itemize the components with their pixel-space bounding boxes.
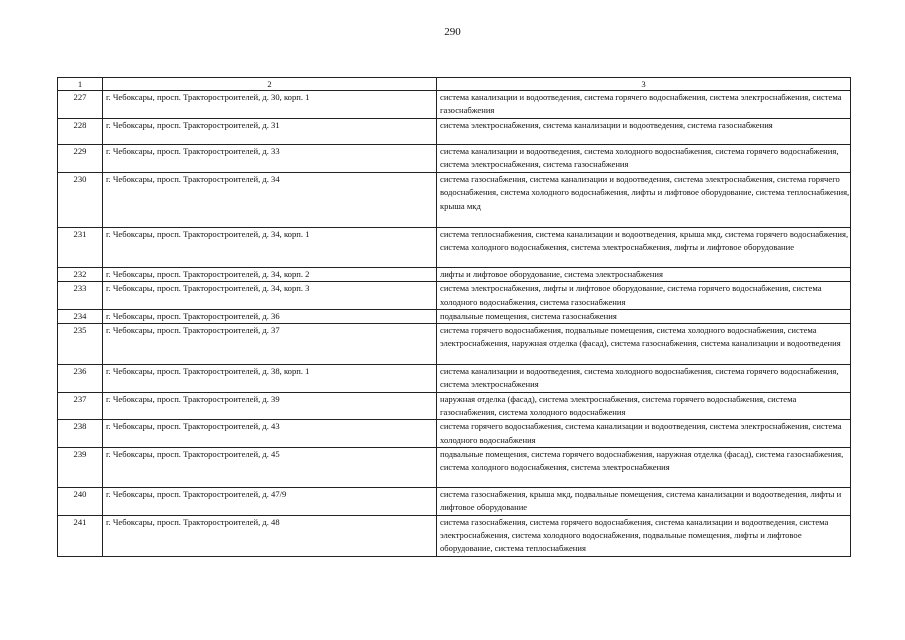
row-number: 238 bbox=[58, 420, 103, 448]
row-number: 234 bbox=[58, 309, 103, 323]
row-number: 235 bbox=[58, 324, 103, 365]
column-header-address: 2 bbox=[103, 78, 437, 91]
row-systems: система теплоснабжения, система канализации и водоотведения, крыша мкд, система горячего водоснабжения, система холодного водоснабжения, система электроснабжения, лифты и лифтовое оборудование bbox=[437, 228, 851, 268]
row-systems: система канализации и водоотведения, система холодного водоснабжения, система горячего водоснабжения, система электроснабжения bbox=[437, 365, 851, 393]
table-row bbox=[58, 365, 851, 393]
row-systems: лифты и лифтовое оборудование, система электроснабжения bbox=[437, 268, 851, 282]
row-address: г. Чебоксары, просп. Тракторостроителей, д. 33 bbox=[103, 145, 437, 173]
row-number: 237 bbox=[58, 392, 103, 420]
row-number: 229 bbox=[58, 145, 103, 173]
column-header-systems: 3 bbox=[437, 78, 851, 91]
row-number: 239 bbox=[58, 447, 103, 487]
row-address: г. Чебоксары, просп. Тракторостроителей, д. 37 bbox=[103, 324, 437, 365]
table-row bbox=[58, 487, 851, 515]
row-systems: система канализации и водоотведения, система холодного водоснабжения, система горячего водоснабжения, система электроснабжения, система газоснабжения bbox=[437, 145, 851, 173]
row-address: г. Чебоксары, просп. Тракторостроителей, д. 30, корп. 1 bbox=[103, 91, 437, 119]
row-address: г. Чебоксары, просп. Тракторостроителей, д. 34, корп. 1 bbox=[103, 228, 437, 268]
table-row bbox=[58, 228, 851, 268]
row-address: г. Чебоксары, просп. Тракторостроителей, д. 34, корп. 2 bbox=[103, 268, 437, 282]
table-row bbox=[58, 324, 851, 365]
row-number: 231 bbox=[58, 228, 103, 268]
row-number: 240 bbox=[58, 487, 103, 515]
table-row bbox=[58, 282, 851, 310]
row-address: г. Чебоксары, просп. Тракторостроителей, д. 45 bbox=[103, 447, 437, 487]
table-row bbox=[58, 309, 851, 323]
row-address: г. Чебоксары, просп. Тракторостроителей, д. 43 bbox=[103, 420, 437, 448]
row-number: 241 bbox=[58, 515, 103, 556]
row-address: г. Чебоксары, просп. Тракторостроителей, д. 34, корп. 3 bbox=[103, 282, 437, 310]
row-number: 236 bbox=[58, 365, 103, 393]
row-address: г. Чебоксары, просп. Тракторостроителей, д. 36 bbox=[103, 309, 437, 323]
row-address: г. Чебоксары, просп. Тракторостроителей, д. 38, корп. 1 bbox=[103, 365, 437, 393]
table-row bbox=[58, 268, 851, 282]
page-number: 290 bbox=[444, 26, 461, 38]
row-systems: система электроснабжения, система канализации и водоотведения, система газоснабжения bbox=[437, 119, 851, 145]
row-address: г. Чебоксары, просп. Тракторостроителей, д. 31 bbox=[103, 119, 437, 145]
table-row bbox=[58, 447, 851, 487]
registry-table bbox=[57, 77, 851, 557]
row-number: 232 bbox=[58, 268, 103, 282]
column-header-number: 1 bbox=[58, 78, 103, 91]
table-row bbox=[58, 91, 851, 119]
row-systems: система газоснабжения, система горячего водоснабжения, система канализации и водоотведения, система электроснабжения, система холодного водоснабжения, подвальные помещения, лифты и лифтовое оборудование, система теплоснабжения bbox=[437, 515, 851, 556]
table-row bbox=[58, 119, 851, 145]
row-systems: система горячего водоснабжения, подвальные помещения, система холодного водоснабжения, система электроснабжения, наружная отделка (фасад), система газоснабжения, система канализации и водоотведения bbox=[437, 324, 851, 365]
row-number: 233 bbox=[58, 282, 103, 310]
table-row bbox=[58, 515, 851, 556]
row-address: г. Чебоксары, просп. Тракторостроителей, д. 34 bbox=[103, 173, 437, 228]
row-systems: система электроснабжения, лифты и лифтовое оборудование, система горячего водоснабжения, система холодного водоснабжения, система газоснабжения bbox=[437, 282, 851, 310]
table-row bbox=[58, 420, 851, 448]
row-number: 227 bbox=[58, 91, 103, 119]
row-systems: система газоснабжения, крыша мкд, подвальные помещения, система канализации и водоотведения, лифты и лифтовое оборудование bbox=[437, 487, 851, 515]
row-number: 230 bbox=[58, 173, 103, 228]
row-systems: система канализации и водоотведения, система горячего водоснабжения, система электроснабжения, система газоснабжения bbox=[437, 91, 851, 119]
table-row bbox=[58, 145, 851, 173]
row-systems: наружная отделка (фасад), система электроснабжения, система горячего водоснабжения, система газоснабжения, система холодного водоснабжения bbox=[437, 392, 851, 420]
table-row bbox=[58, 173, 851, 228]
row-systems: система горячего водоснабжения, система канализации и водоотведения, система электроснабжения, система холодного водоснабжения bbox=[437, 420, 851, 448]
table-body bbox=[58, 78, 851, 557]
row-address: г. Чебоксары, просп. Тракторостроителей, д. 39 bbox=[103, 392, 437, 420]
table-header-row bbox=[58, 78, 851, 91]
row-systems: подвальные помещения, система газоснабжения bbox=[437, 309, 851, 323]
row-systems: подвальные помещения, система горячего водоснабжения, наружная отделка (фасад), система газоснабжения, система холодного водоснабжения, система электроснабжения bbox=[437, 447, 851, 487]
row-number: 228 bbox=[58, 119, 103, 145]
table-row bbox=[58, 392, 851, 420]
row-address: г. Чебоксары, просп. Тракторостроителей, д. 48 bbox=[103, 515, 437, 556]
row-systems: система газоснабжения, система канализации и водоотведения, система электроснабжения, система горячего водоснабжения, система холодного водоснабжения, лифты и лифтовое оборудование, система теплоснабжения, крыша мкд bbox=[437, 173, 851, 228]
row-address: г. Чебоксары, просп. Тракторостроителей, д. 47/9 bbox=[103, 487, 437, 515]
